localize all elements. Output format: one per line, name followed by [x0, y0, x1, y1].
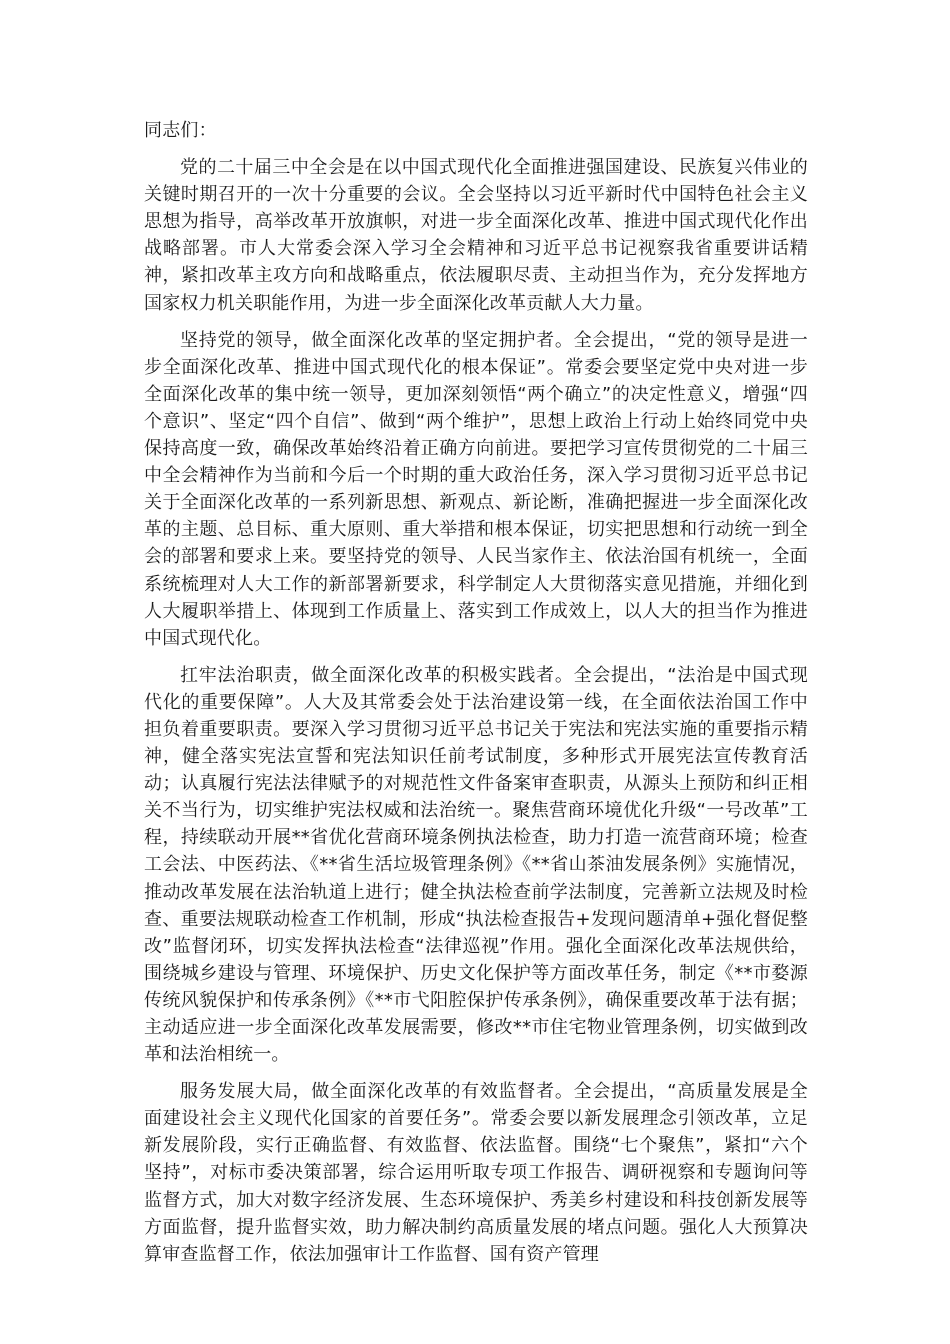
document-page [144, 117, 808, 1278]
salutation: 同志们： [144, 120, 217, 141]
paragraph-intro: 党的二十届三中全会是在以中国式现代化全面推进强国建设、民族复兴伟业的关键时期召开的一次十分重要的会议。全会坚持以习近平新时代中国特色社会主义思想为指导，高举改革开放旗帜，对进一步全面深化改革、推进中国式现代化作出战略部署。市人大常委会深入学习全会精神和习近平总书记视察我省重要讲话精神，紧扣改革主攻方向和战略重点，依法履职尽责、主动担当作为，充分发挥地方国家权力机关职能作用，为进一步全面深化改革贡献人大力量。 [144, 157, 808, 314]
paragraph-rule-of-law: 扛牢法治职责，做全面深化改革的积极实践者。全会提出，“法治是中国式现代化的重要保障”。人大及其常委会处于法治建设第一线，在全面依法治国工作中担负着重要职责。要深入学习贯彻习近平总书记关于宪法和宪法实施的重要指示精神，健全落实宪法宣誓和宪法知识任前考试制度，多种形式开展宪法宣传教育活动；认真履行宪法法律赋予的对规范性文件备案审查职责，从源头上预防和纠正相关不当行为，切实维护宪法权威和法治统一。聚焦营商环境优化升级“一号改革”工程，持续联动开展**省优化营商环境条例执法检查，助力打造一流营商环境；检查工会法、中医药法、《**省生活垃圾管理条例》《**省山茶油发展条例》实施情况，推动改革发展在法治轨道上进行；健全执法检查前学法制度，完善新立法规及时检查、重要法规联动检查工作机制，形成“执法检查报告+发现问题清单+强化督促整改”监督闭环，切实发挥执法检查“法律巡视”作用。强化全面深化改革法规供给，围绕城乡建设与管理、环境保护、历史文化保护等方面改革任务，制定《**市婺源传统风貌保护和传承条例》《**市弋阳腔保护传承条例》，确保重要改革于法有据；主动适应进一步全面深化改革发展需要，修改**市住宅物业管理条例，切实做到改革和法治相统一。 [144, 664, 808, 1066]
paragraph-party-leadership: 坚持党的领导，做全面深化改革的坚定拥护者。全会提出，“党的领导是进一步全面深化改革、推进中国式现代化的根本保证”。常委会要坚定党中央对进一步全面深化改革的集中统一领导，更加深刻领悟“两个确立”的决定性意义，增强“四个意识”、坚定“四个自信”、做到“两个维护”，思想上政治上行动上始终同党中央保持高度一致，确保改革始终沿着正确方向前进。要把学习宣传贯彻党的二十届三中全会精神作为当前和今后一个时期的重大政治任务，深入学习贯彻习近平总书记关于全面深化改革的一系列新思想、新观点、新论断，准确把握进一步全面深化改革的主题、总目标、重大原则、重大举措和根本保证，切实把思想和行动统一到全会的部署和要求上来。要坚持党的领导、人民当家作主、依法治国有机统一，全面系统梳理对人大工作的新部署新要求，科学制定人大贯彻落实意见措施，并细化到人大履职举措上、体现到工作质量上、落实到工作成效上，以人大的担当作为推进中国式现代化。 [144, 329, 808, 649]
paragraph-development-supervision: 服务发展大局，做全面深化改革的有效监督者。全会提出，“高质量发展是全面建设社会主义现代化国家的首要任务”。常委会要以新发展理念引领改革，立足新发展阶段，实行正确监督、有效监督、依法监督。围绕“七个聚焦”，紧扣“六个坚持”，对标市委决策部署，综合运用听取专项工作报告、调研视察和专题询问等监督方式，加大对数字经济发展、生态环境保护、秀美乡村建设和科技创新发展等方面监督，提升监督实效，助力解决制约高质量发展的堵点问题。强化人大预算决算审查监督工作，依法加强审计工作监督、国有资产管理 [144, 1081, 808, 1265]
